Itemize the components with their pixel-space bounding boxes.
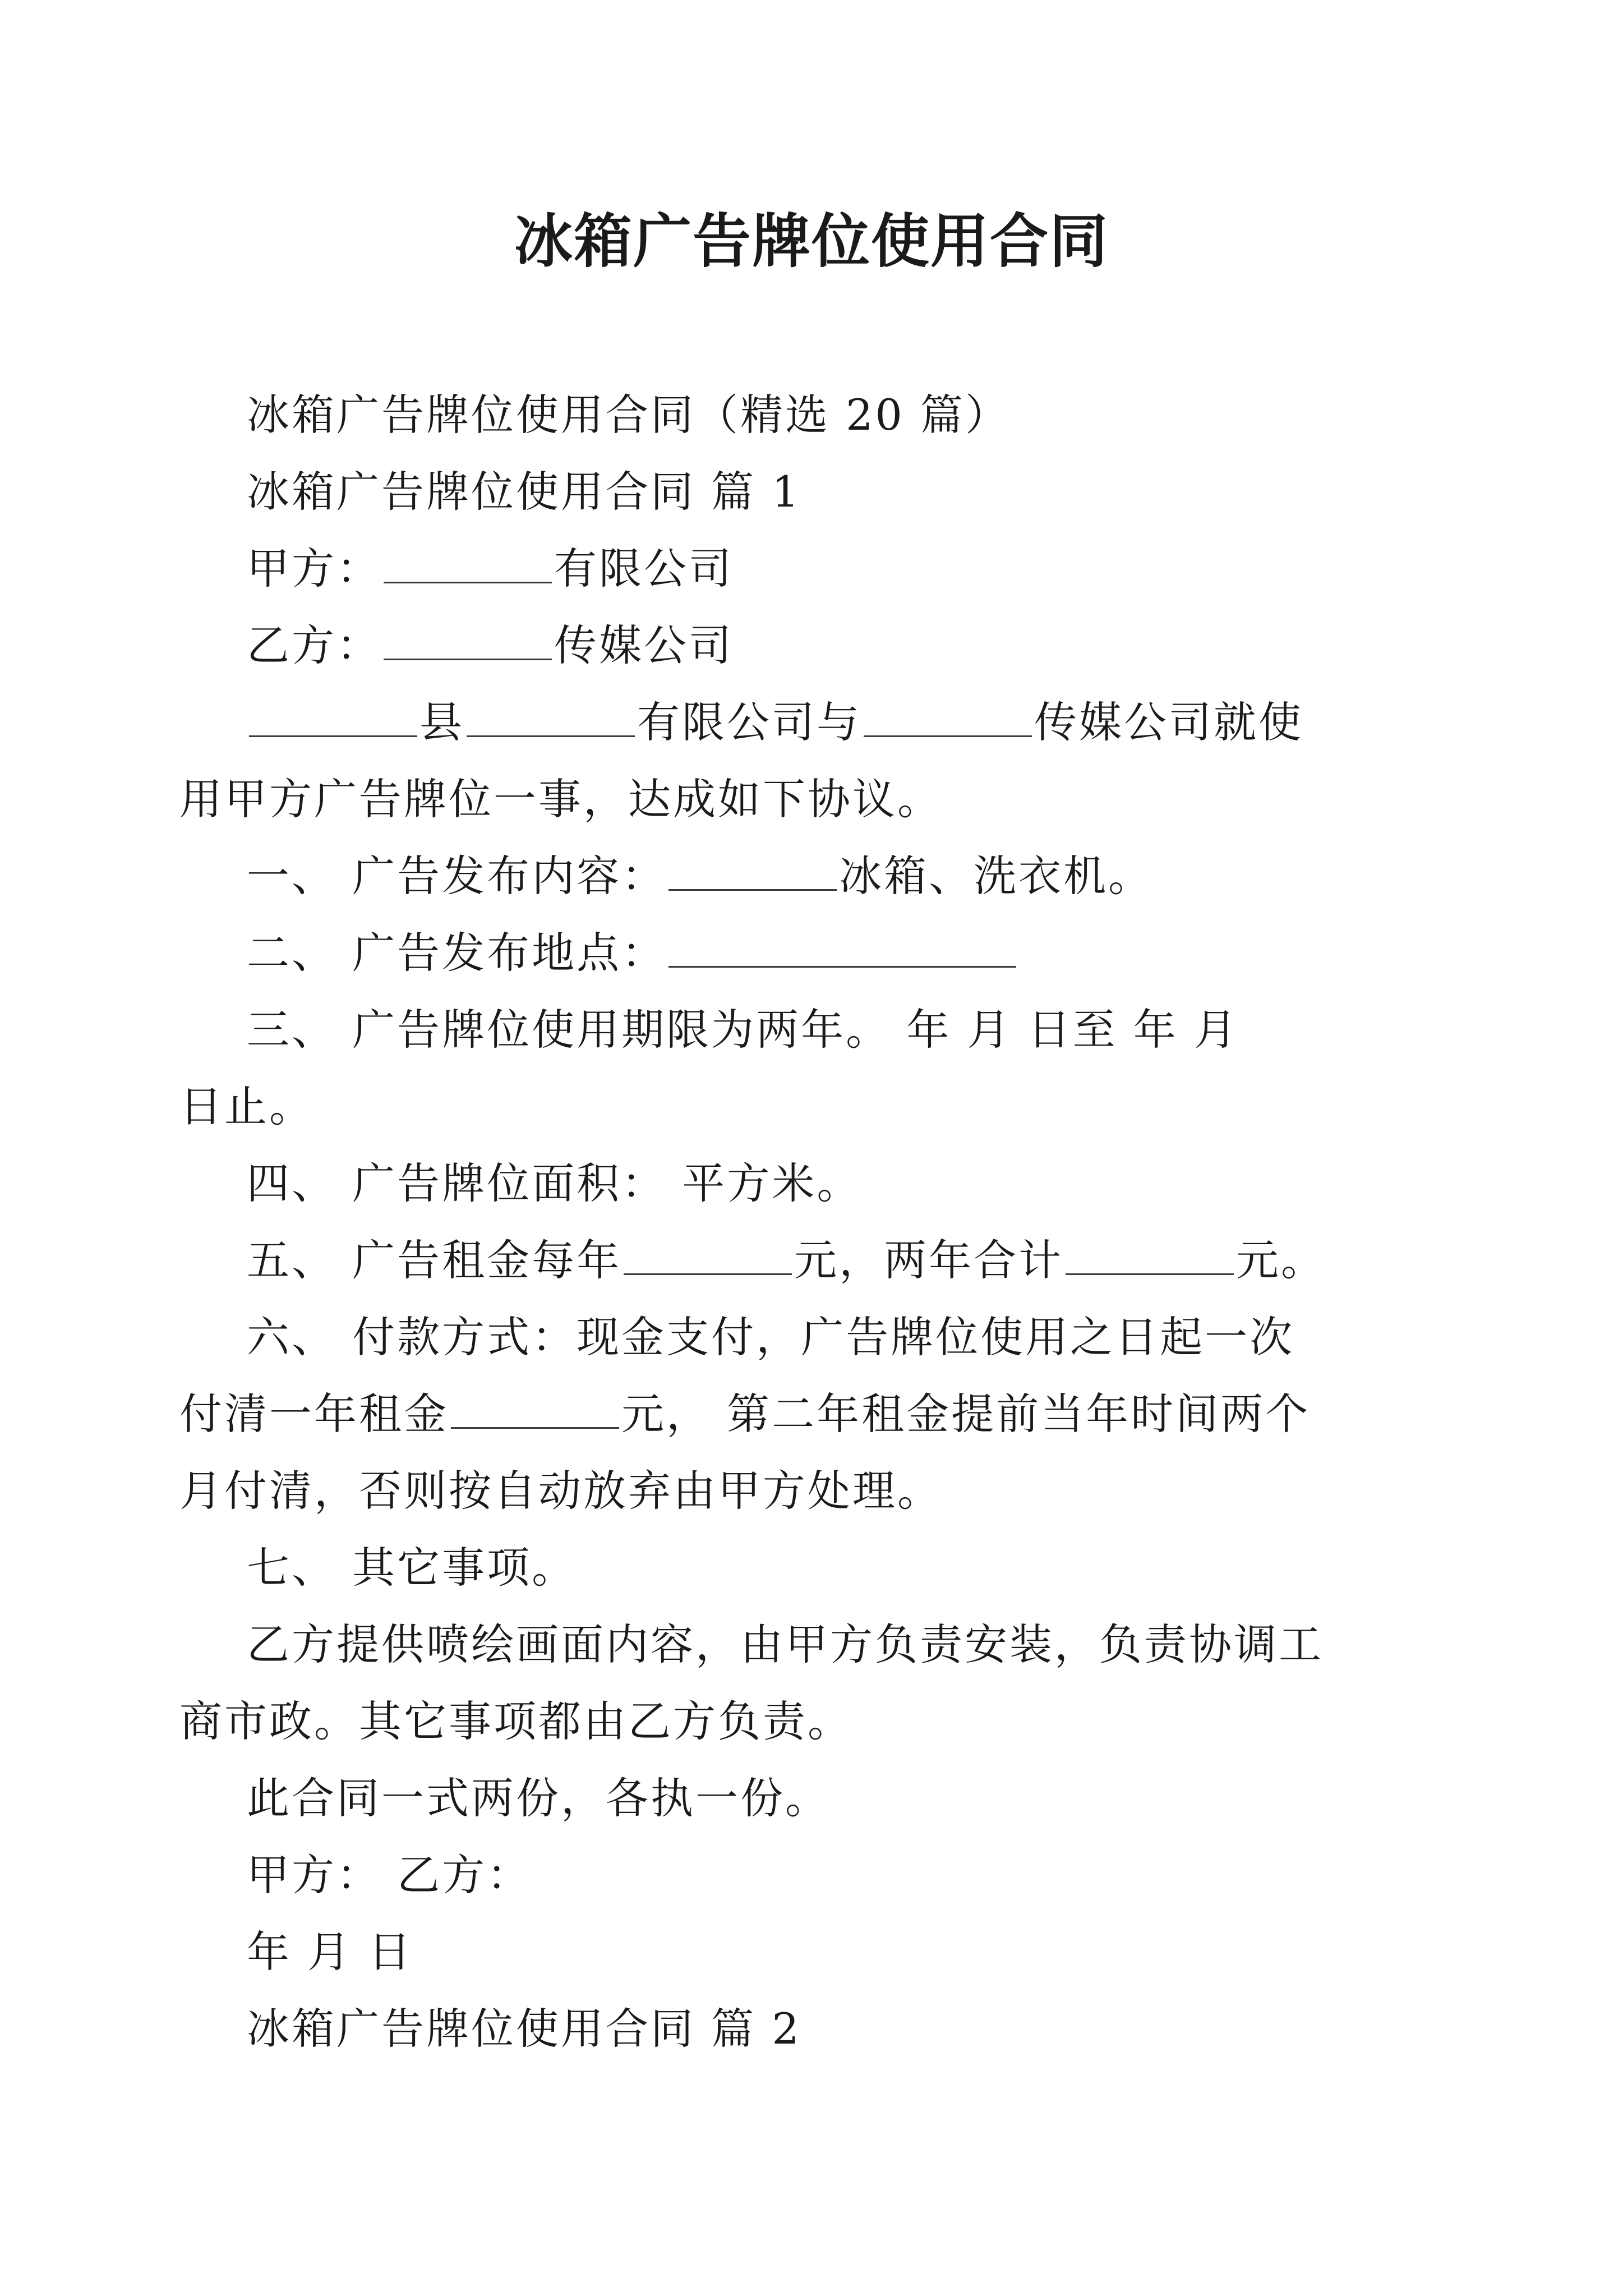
document-title: 冰箱广告牌位使用合同 <box>514 206 1109 275</box>
clause-6: 六、 付款方式：现金支付，广告牌位使用之日起一次 <box>247 1312 1295 1362</box>
blank-line <box>668 852 837 891</box>
clause-2-label: 二、 广告发布地点： <box>247 928 667 978</box>
blank-line <box>451 1390 619 1429</box>
date-line: 年 月 日 <box>247 1927 413 1977</box>
clause-7-detail-continuation: 商市政。其它事项都由乙方负责。 <box>179 1696 852 1746</box>
blank-line <box>864 698 1032 737</box>
clause-6-text-b: 元， 第二年租金提前当年时间两个 <box>621 1389 1311 1439</box>
intro-continuation: 用甲方广告牌位一事，达成如下协议。 <box>179 774 942 824</box>
blank-line <box>624 1236 792 1275</box>
clause-7-detail: 乙方提供喷绘画面内容，由甲方负责安装，负责协调工 <box>247 1619 1324 1669</box>
intro-line <box>247 694 1303 751</box>
clause-5 <box>247 1232 1326 1289</box>
intro-text-a: 县 <box>419 697 464 747</box>
party-a-label: 甲方： <box>247 544 381 593</box>
blank-line <box>384 622 552 660</box>
clause-3-continuation: 日止。 <box>179 1082 314 1131</box>
party-b-line <box>247 618 734 674</box>
signature-line: 甲方： 乙方： <box>247 1850 532 1900</box>
blank-line <box>384 545 552 583</box>
party-b-label: 乙方： <box>247 620 381 670</box>
section-heading-1: 冰箱广告牌位使用合同 篇 1 <box>247 467 801 517</box>
clause-5-text-b: 元，两年合计 <box>794 1235 1064 1285</box>
intro-text-b: 有限公司与 <box>637 697 861 747</box>
copies-note: 此合同一式两份，各执一份。 <box>247 1773 830 1823</box>
clause-7: 七、 其它事项。 <box>247 1543 577 1593</box>
clause-2 <box>247 925 1018 981</box>
subtitle-line: 冰箱广告牌位使用合同（精选 20 篇） <box>247 390 1011 440</box>
clause-6-continuation-2: 月付清，否则按自动放弃由甲方处理。 <box>179 1466 942 1516</box>
section-heading-2: 冰箱广告牌位使用合同 篇 2 <box>247 2004 801 2054</box>
blank-line <box>1066 1236 1234 1275</box>
blank-line <box>668 929 1016 968</box>
party-a-suffix: 有限公司 <box>554 544 734 593</box>
clause-4: 四、 广告牌位面积： 平方米。 <box>247 1158 862 1208</box>
clause-1-label: 一、 广告发布内容： <box>247 851 667 901</box>
clause-1-value: 冰箱、洗衣机。 <box>839 851 1154 901</box>
clause-6-continuation-1 <box>179 1386 1310 1442</box>
party-b-suffix: 传媒公司 <box>554 620 734 670</box>
clause-1 <box>247 848 1153 904</box>
clause-3: 三、 广告牌位使用期限为两年。 年 月 日至 年 月 <box>247 1005 1239 1055</box>
party-a-line <box>247 541 734 597</box>
clause-6-text-a: 付清一年租金 <box>179 1389 449 1439</box>
blank-line <box>467 698 635 737</box>
clause-5-text-c: 元。 <box>1236 1235 1326 1285</box>
blank-line <box>249 698 417 737</box>
intro-text-c: 传媒公司就使 <box>1034 697 1303 747</box>
clause-5-text-a: 五、 广告租金每年 <box>247 1235 622 1285</box>
